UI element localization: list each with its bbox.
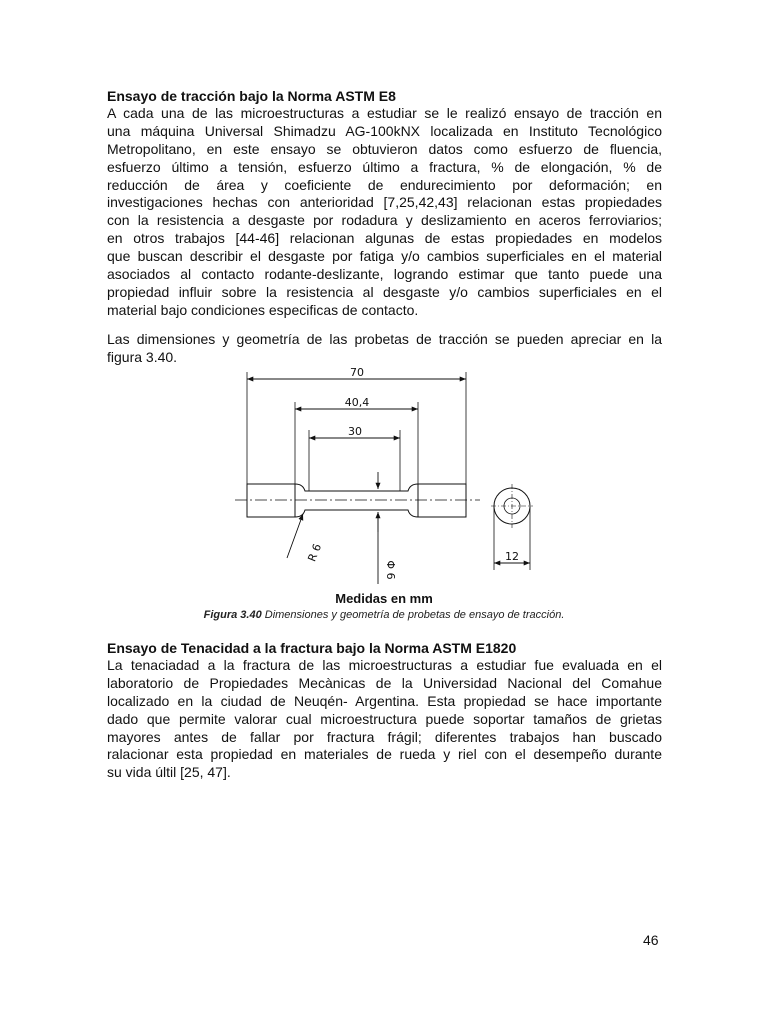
text-line: dado que permite valorar cual microestructura puede soportar tamaños de grietas [107, 710, 662, 727]
text-line: su vida últil [25, 47]. [107, 764, 231, 781]
section-heading-traccion: Ensayo de tracción bajo la Norma ASTM E8 [107, 88, 396, 104]
text-line: La tenaciadad a la fractura de las microestructuras a estudiar fue evaluada en el [107, 657, 662, 673]
figure-units-label: Medidas en mm [335, 591, 433, 606]
figure-caption-text: Dimensiones y geometría de probetas de ensayo de tracción. [261, 609, 565, 621]
text-line: localizado en la ciudad de Neuqén- Argentina. Esta propiedad se hace importante [107, 692, 662, 709]
dim-grip-span-label: 40,4 [344, 396, 370, 409]
dim-gauge-label: 30 [348, 425, 362, 438]
text-line: asociados al contacto rodante-deslizante, logrando estimar que tanto puede una [107, 266, 662, 283]
text-line: Metropolitano, en este ensayo se obtuvieron datos como esfuerzo de fluencia, [107, 140, 662, 157]
paragraph-traccion [107, 105, 662, 320]
figure-caption [0, 609, 768, 621]
text-line: propiedad influir sobre la resistencia al desgaste y/o cambios superficiales en el [107, 283, 662, 300]
specimen-outline [247, 484, 466, 517]
dim-radius-label: R 6 [305, 541, 325, 564]
text-line: reducción de área y coeficiente de endurecimiento por deformación; en [107, 176, 662, 193]
text-line: investigaciones hechas con anterioridad [7,25,42,43] relacionan estas propiedades [107, 194, 662, 211]
text-line: esfuerzo último a tensión, esfuerzo último a fractura, % de elongación, % de [107, 158, 662, 175]
section-heading-tenacidad: Ensayo de Tenacidad a la fractura bajo la Norma ASTM E1820 [107, 640, 517, 656]
text-line: con la resistencia a desgaste por rodadura y deslizamiento en aceros ferroviarios; [107, 212, 662, 229]
text-line: laboratorio de Propiedades Mecànicas de la Universidad Nacional del Comahue [107, 674, 662, 691]
text-line: en otros trabajos [44-46] relacionan algunas de estas propiedades en modelos [107, 230, 662, 247]
dim-end-diameter-label: 12 [505, 550, 519, 563]
paragraph-tenacidad [107, 657, 662, 782]
text-line: A cada una de las microestructuras a estudiar se le realizó ensayo de tracción en [107, 105, 662, 121]
text-line: ralacionar esta propiedad en materiales de rueda y riel con el desempeño durante [107, 746, 662, 763]
figure-caption-label: Figura 3.40 [203, 609, 262, 621]
text-line: Las dimensiones y geometría de las probetas de tracción se pueden apreciar en la [107, 331, 662, 347]
specimen-drawing [225, 362, 545, 594]
page-number: 46 [643, 932, 659, 948]
text-line: material bajo condiciones especificas de contacto. [107, 301, 419, 318]
text-line: mayores antes de fallar por fractura frágil; diferentes trabajos han buscado [107, 728, 662, 745]
text-line: figura 3.40. [107, 348, 178, 365]
text-line: una máquina Universal Shimadzu AG-100kNX localizada en Instituto Tecnológico [107, 122, 662, 139]
dim-total-label: 70 [350, 366, 364, 379]
dim-diameter-label: Φ 6 [384, 560, 397, 580]
radius-leader [287, 514, 303, 558]
text-line: que buscan describir el desgaste por fatiga y/o cambios superficiales en el material [107, 248, 662, 265]
